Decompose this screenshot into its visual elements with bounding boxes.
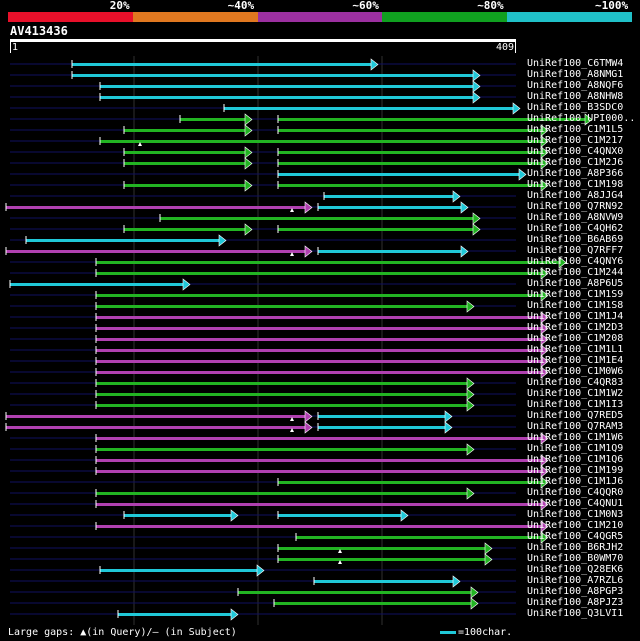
hit-label[interactable]: UniRef100_A8NVW9 (527, 212, 624, 223)
segment-arrow-icon (305, 246, 312, 257)
hit-label[interactable]: UniRef100_B0WM70 (527, 553, 624, 564)
hit-label[interactable]: UniRef100_Q7RN92 (527, 201, 624, 212)
hit-segment (96, 448, 468, 451)
segment-arrow-icon (467, 400, 474, 411)
hit-label[interactable]: UniRef100_C1M244 (527, 267, 624, 278)
hit-label[interactable]: UniRef100_B6RJH2 (527, 542, 624, 553)
hit-label[interactable]: UniRef100_C1M1Q9 (527, 443, 624, 454)
hit-label[interactable]: UniRef100_B6AB69 (527, 234, 624, 245)
segment-arrow-icon (471, 587, 478, 598)
hit-segment (96, 503, 542, 506)
scale-percent-label: ~80% (477, 0, 504, 12)
hit-label[interactable]: UniRef100_C6TMW4 (527, 58, 624, 69)
segment-arrow-icon (467, 301, 474, 312)
char-scale-legend (440, 627, 512, 638)
hit-segment (124, 129, 246, 132)
hit-segment (314, 580, 454, 583)
segment-arrow-icon (453, 576, 460, 587)
hit-segment (278, 173, 520, 176)
segment-arrow-icon (467, 444, 474, 455)
hit-label[interactable]: UniRef100_C4QQR0 (527, 487, 624, 498)
segment-arrow-icon (371, 59, 378, 70)
hit-label[interactable]: UniRef100_C1M1W6 (527, 432, 624, 443)
hit-label[interactable]: UniRef100_Q7RAM3 (527, 421, 624, 432)
segment-arrow-icon (257, 565, 264, 576)
segment-arrow-icon (245, 125, 252, 136)
segment-arrow-icon (305, 202, 312, 213)
hit-label[interactable]: UniRef100_A8NQF6 (527, 80, 624, 91)
hit-segment (278, 184, 542, 187)
hit-label[interactable]: UniRef100_B3SDC0 (527, 102, 624, 113)
hit-segment (274, 602, 472, 605)
hit-segment (96, 316, 542, 319)
segment-arrow-icon (231, 609, 238, 620)
hit-segment (96, 349, 542, 352)
hit-segment (6, 426, 306, 429)
segment-arrow-icon (245, 147, 252, 158)
hit-segment (278, 129, 542, 132)
hit-segment (96, 404, 468, 407)
segment-arrow-icon (245, 224, 252, 235)
hit-segment (100, 140, 542, 143)
hit-segment (278, 228, 474, 231)
segment-arrow-icon (231, 510, 238, 521)
hit-label[interactable]: UniRef100_C1M210 (527, 520, 624, 531)
hit-label[interactable]: UniRef100_C1M1S9 (527, 289, 624, 300)
segment-arrow-icon (245, 180, 252, 191)
hit-label[interactable]: UniRef100_Q7RFF7 (527, 245, 624, 256)
hit-label[interactable]: UniRef100_C4QH62 (527, 223, 624, 234)
hit-label[interactable]: UniRef100_C1M1Q6 (527, 454, 624, 465)
segment-arrow-icon (467, 488, 474, 499)
hit-segment (224, 107, 514, 110)
hit-segment (96, 261, 560, 264)
hit-segment (72, 74, 474, 77)
hit-segment (96, 492, 468, 495)
hit-segment (324, 195, 454, 198)
hit-segment (124, 228, 246, 231)
hit-segment (278, 558, 486, 561)
hit-segment (100, 569, 258, 572)
hit-label[interactable]: UniRef100_A8P366 (527, 168, 624, 179)
hit-segment (72, 63, 372, 66)
hit-label[interactable]: UniRef100_A7RZL6 (527, 575, 624, 586)
hit-label[interactable]: UniRef100_C1M208 (527, 333, 624, 344)
query-id: AV413436 (10, 24, 68, 38)
segment-arrow-icon (305, 422, 312, 433)
hit-segment (96, 338, 542, 341)
hit-label[interactable]: UniRef100_C1M1I3 (527, 399, 624, 410)
hit-label[interactable]: UniRef100_A8NMG1 (527, 69, 624, 80)
hit-label[interactable]: UniRef100_C1M1W2 (527, 388, 624, 399)
gap-legend: Large gaps: ▲(in Query)/– (in Subject) (8, 627, 237, 638)
segment-arrow-icon (473, 213, 480, 224)
hit-segment (96, 525, 542, 528)
segment-arrow-icon (467, 389, 474, 400)
hit-segment (96, 305, 468, 308)
hit-segment (96, 360, 542, 363)
hit-segment (96, 371, 542, 374)
segment-arrow-icon (245, 114, 252, 125)
hit-segment (278, 547, 486, 550)
hit-label[interactable]: UniRef100_C4QNU1 (527, 498, 624, 509)
hit-segment (124, 162, 246, 165)
segment-arrow-icon (485, 554, 492, 565)
hit-label[interactable]: UniRef100_C1M217 (527, 135, 624, 146)
segment-arrow-icon (513, 103, 520, 114)
segment-arrow-icon (473, 92, 480, 103)
segment-arrow-icon (461, 246, 468, 257)
hit-segment (318, 426, 446, 429)
scale-text: =100char. (458, 627, 513, 638)
hit-label[interactable]: UniRef100_C4QR83 (527, 377, 624, 388)
hit-segment (6, 250, 306, 253)
hit-segment (96, 327, 542, 330)
segment-arrow-icon (305, 411, 312, 422)
segment-arrow-icon (473, 224, 480, 235)
segment-arrow-icon (453, 191, 460, 202)
hit-segment (318, 250, 462, 253)
hit-segment (100, 85, 474, 88)
hit-segment (96, 437, 542, 440)
hit-segment (124, 514, 232, 517)
segment-arrow-icon (519, 169, 526, 180)
scale-percent-label: ~40% (227, 0, 255, 12)
hit-segment (96, 294, 542, 297)
hit-label[interactable]: UniRef100_C1M1J4 (527, 311, 624, 322)
hit-segment (160, 217, 474, 220)
hit-segment (6, 415, 306, 418)
scale-percent-label: ~60% (352, 0, 379, 12)
hit-segment (96, 272, 542, 275)
hit-segment (118, 613, 232, 616)
segment-arrow-icon (473, 81, 480, 92)
hit-segment (180, 118, 246, 121)
scale-percent-label: ~100% (595, 0, 629, 12)
hit-segment (278, 481, 542, 484)
hit-label[interactable]: UniRef100_Q3LVI1 (527, 608, 624, 619)
segment-arrow-icon (183, 279, 190, 290)
hit-label[interactable]: UniRef100_A8PJZ3 (527, 597, 624, 608)
hit-label[interactable]: UniRef100_A8P6U5 (527, 278, 624, 289)
hit-label[interactable]: UniRef100_C1M2D3 (527, 322, 624, 333)
hit-label[interactable]: UniRef100_A8NHW8 (527, 91, 624, 102)
hit-segment (124, 184, 246, 187)
hit-label[interactable]: UniRef100_C4QGR5 (527, 531, 624, 542)
hit-segment (318, 206, 462, 209)
hit-segment (96, 382, 468, 385)
segment-arrow-icon (445, 422, 452, 433)
hit-segment (26, 239, 220, 242)
hit-label[interactable]: UniRef100_C1M1S8 (527, 300, 624, 311)
hit-segment (238, 591, 472, 594)
hit-segment (10, 283, 184, 286)
hit-segment (96, 459, 542, 462)
hit-label[interactable]: UniRef100_Q7RED5 (527, 410, 624, 421)
hit-label[interactable]: UniRef100_Q28EK6 (527, 564, 624, 575)
hit-segment (124, 151, 246, 154)
scale-swatch-icon (440, 631, 456, 634)
hit-segment (278, 162, 542, 165)
hit-label[interactable]: UniRef100_C1M0W6 (527, 366, 624, 377)
segment-arrow-icon (471, 598, 478, 609)
query-start-label: 1 (12, 42, 19, 53)
hit-segment (296, 536, 542, 539)
hit-label[interactable]: UniRef100_C1M1L1 (527, 344, 624, 355)
segment-arrow-icon (461, 202, 468, 213)
segment-arrow-icon (245, 158, 252, 169)
hit-segment (96, 393, 468, 396)
hit-segment (6, 206, 306, 209)
segment-arrow-icon (473, 70, 480, 81)
hit-label[interactable]: UniRef100_A8JJG4 (527, 190, 624, 201)
hit-label[interactable]: UniRef100_C1M1E4 (527, 355, 624, 366)
hit-label[interactable]: UniRef100_C1M0N3 (527, 509, 624, 520)
hit-label[interactable]: UniRef100_C1M1J6 (527, 476, 624, 487)
query-end-label: 409 (496, 42, 515, 53)
hit-label[interactable]: UniRef100_C4QNY6 (527, 256, 624, 267)
hit-segment (318, 415, 446, 418)
hit-label[interactable]: UniRef100_C1M1L5 (527, 124, 624, 135)
segment-arrow-icon (467, 378, 474, 389)
segment-arrow-icon (485, 543, 492, 554)
hit-label[interactable]: UniRef100_UPI000.. (527, 113, 636, 124)
hit-segment (100, 96, 474, 99)
segment-arrow-icon (219, 235, 226, 246)
segment-arrow-icon (401, 510, 408, 521)
hit-label[interactable]: UniRef100_C1M198 (527, 179, 624, 190)
hit-label[interactable]: UniRef100_C1M199 (527, 465, 624, 476)
segment-arrow-icon (445, 411, 452, 422)
scale-percent-label: 20% (109, 0, 130, 12)
hit-segment (96, 470, 542, 473)
hit-label[interactable]: UniRef100_C4QNX0 (527, 146, 624, 157)
hit-segment (278, 514, 402, 517)
hit-label[interactable]: UniRef100_C1M2J6 (527, 157, 624, 168)
hit-segment (278, 151, 542, 154)
hit-label[interactable]: UniRef100_A8PGP3 (527, 586, 624, 597)
